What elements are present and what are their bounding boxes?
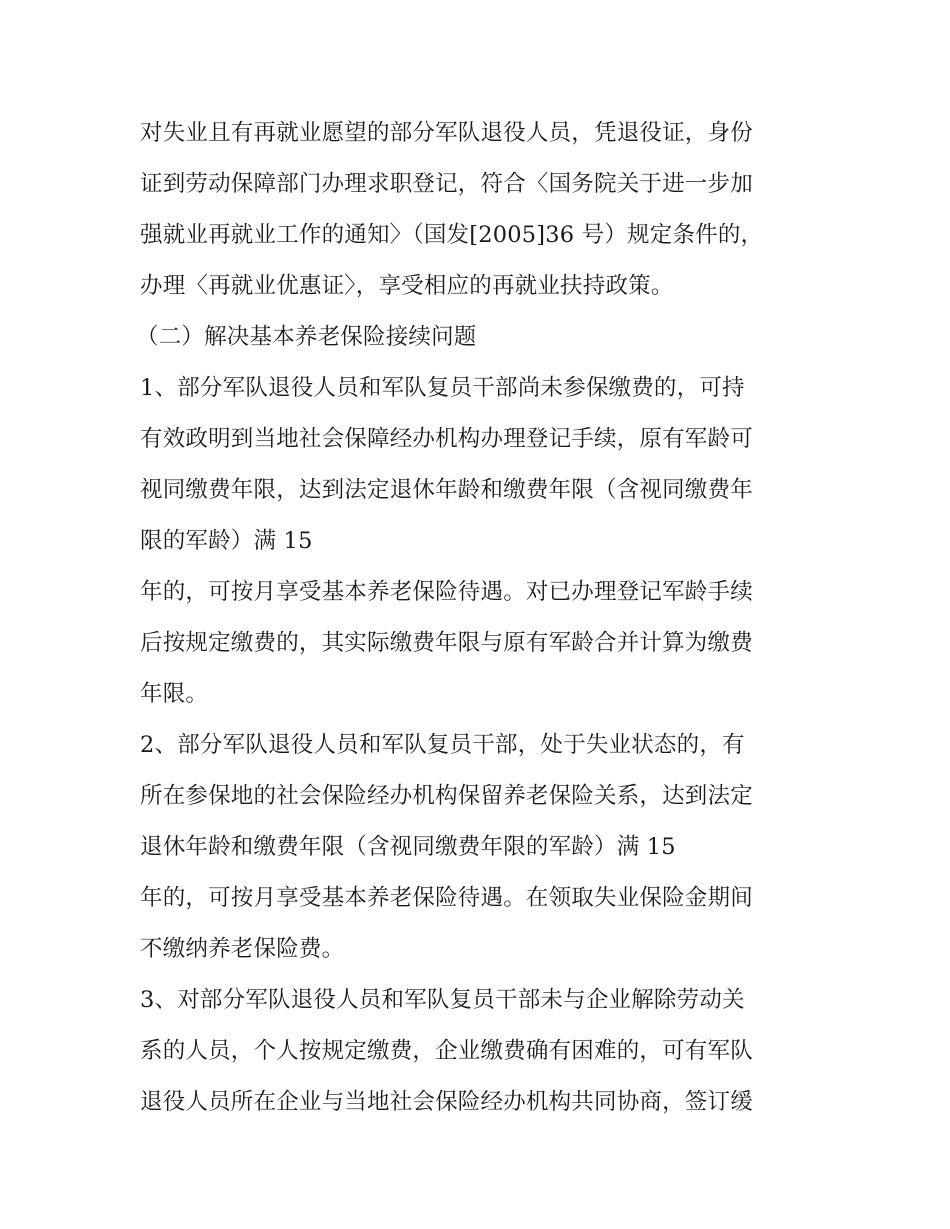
text-line: 退休年龄和缴费年限（含视同缴费年限的军龄）满 15 [140,834,676,860]
text-line: 有效政明到当地社会保障经办机构办理登记手续，原有军龄可 [140,426,753,452]
text-line: 所在参保地的社会保险经办机构保留养老保险关系，达到法定 [140,783,753,809]
text-line: 对失业且有再就业愿望的部分军队退役人员，凭退役证，身份 [140,120,753,146]
text-line: 证到劳动保障部门办理求职登记，符合〈国务院关于进一步加 [140,171,753,197]
text-line: 年限。 [140,681,209,707]
text-line: 退役人员所在企业与当地社会保险经办机构共同协商，签订缓 [140,1089,753,1115]
text-line: 限的军龄）满 15 [140,528,313,554]
text-line: 强就业再就业工作的通知〉（国发[2005]36 号）规定条件的， [140,222,764,248]
section-heading: （二）解决基本养老保险接续问题 [136,324,477,350]
text-line: 系的人员，个人按规定缴费，企业缴费确有困难的，可有军队 [140,1038,753,1064]
text-line: 年的，可按月享受基本养老保险待遇。在领取失业保险金期间 [140,885,753,911]
text-line: 1、部分军队退役人员和军队复员干部尚未参保缴费的，可持 [140,375,745,401]
text-line: 2、部分军队退役人员和军队复员干部，处于失业状态的，有 [140,732,745,758]
text-line: 3、对部分军队退役人员和军队复员干部未与企业解除劳动关 [140,987,745,1013]
text-line: 年的，可按月享受基本养老保险待遇。对已办理登记军龄手续 [140,579,753,605]
text-line: 办理〈再就业优惠证〉，享受相应的再就业扶持政策。 [140,273,674,299]
text-line: 视同缴费年限，达到法定退休年龄和缴费年限（含视同缴费年 [140,477,753,503]
text-line: 不缴纳养老保险费。 [140,936,345,962]
text-line: 后按规定缴费的，其实际缴费年限与原有军龄合并计算为缴费 [140,630,753,656]
document-body [136,108,830,1128]
